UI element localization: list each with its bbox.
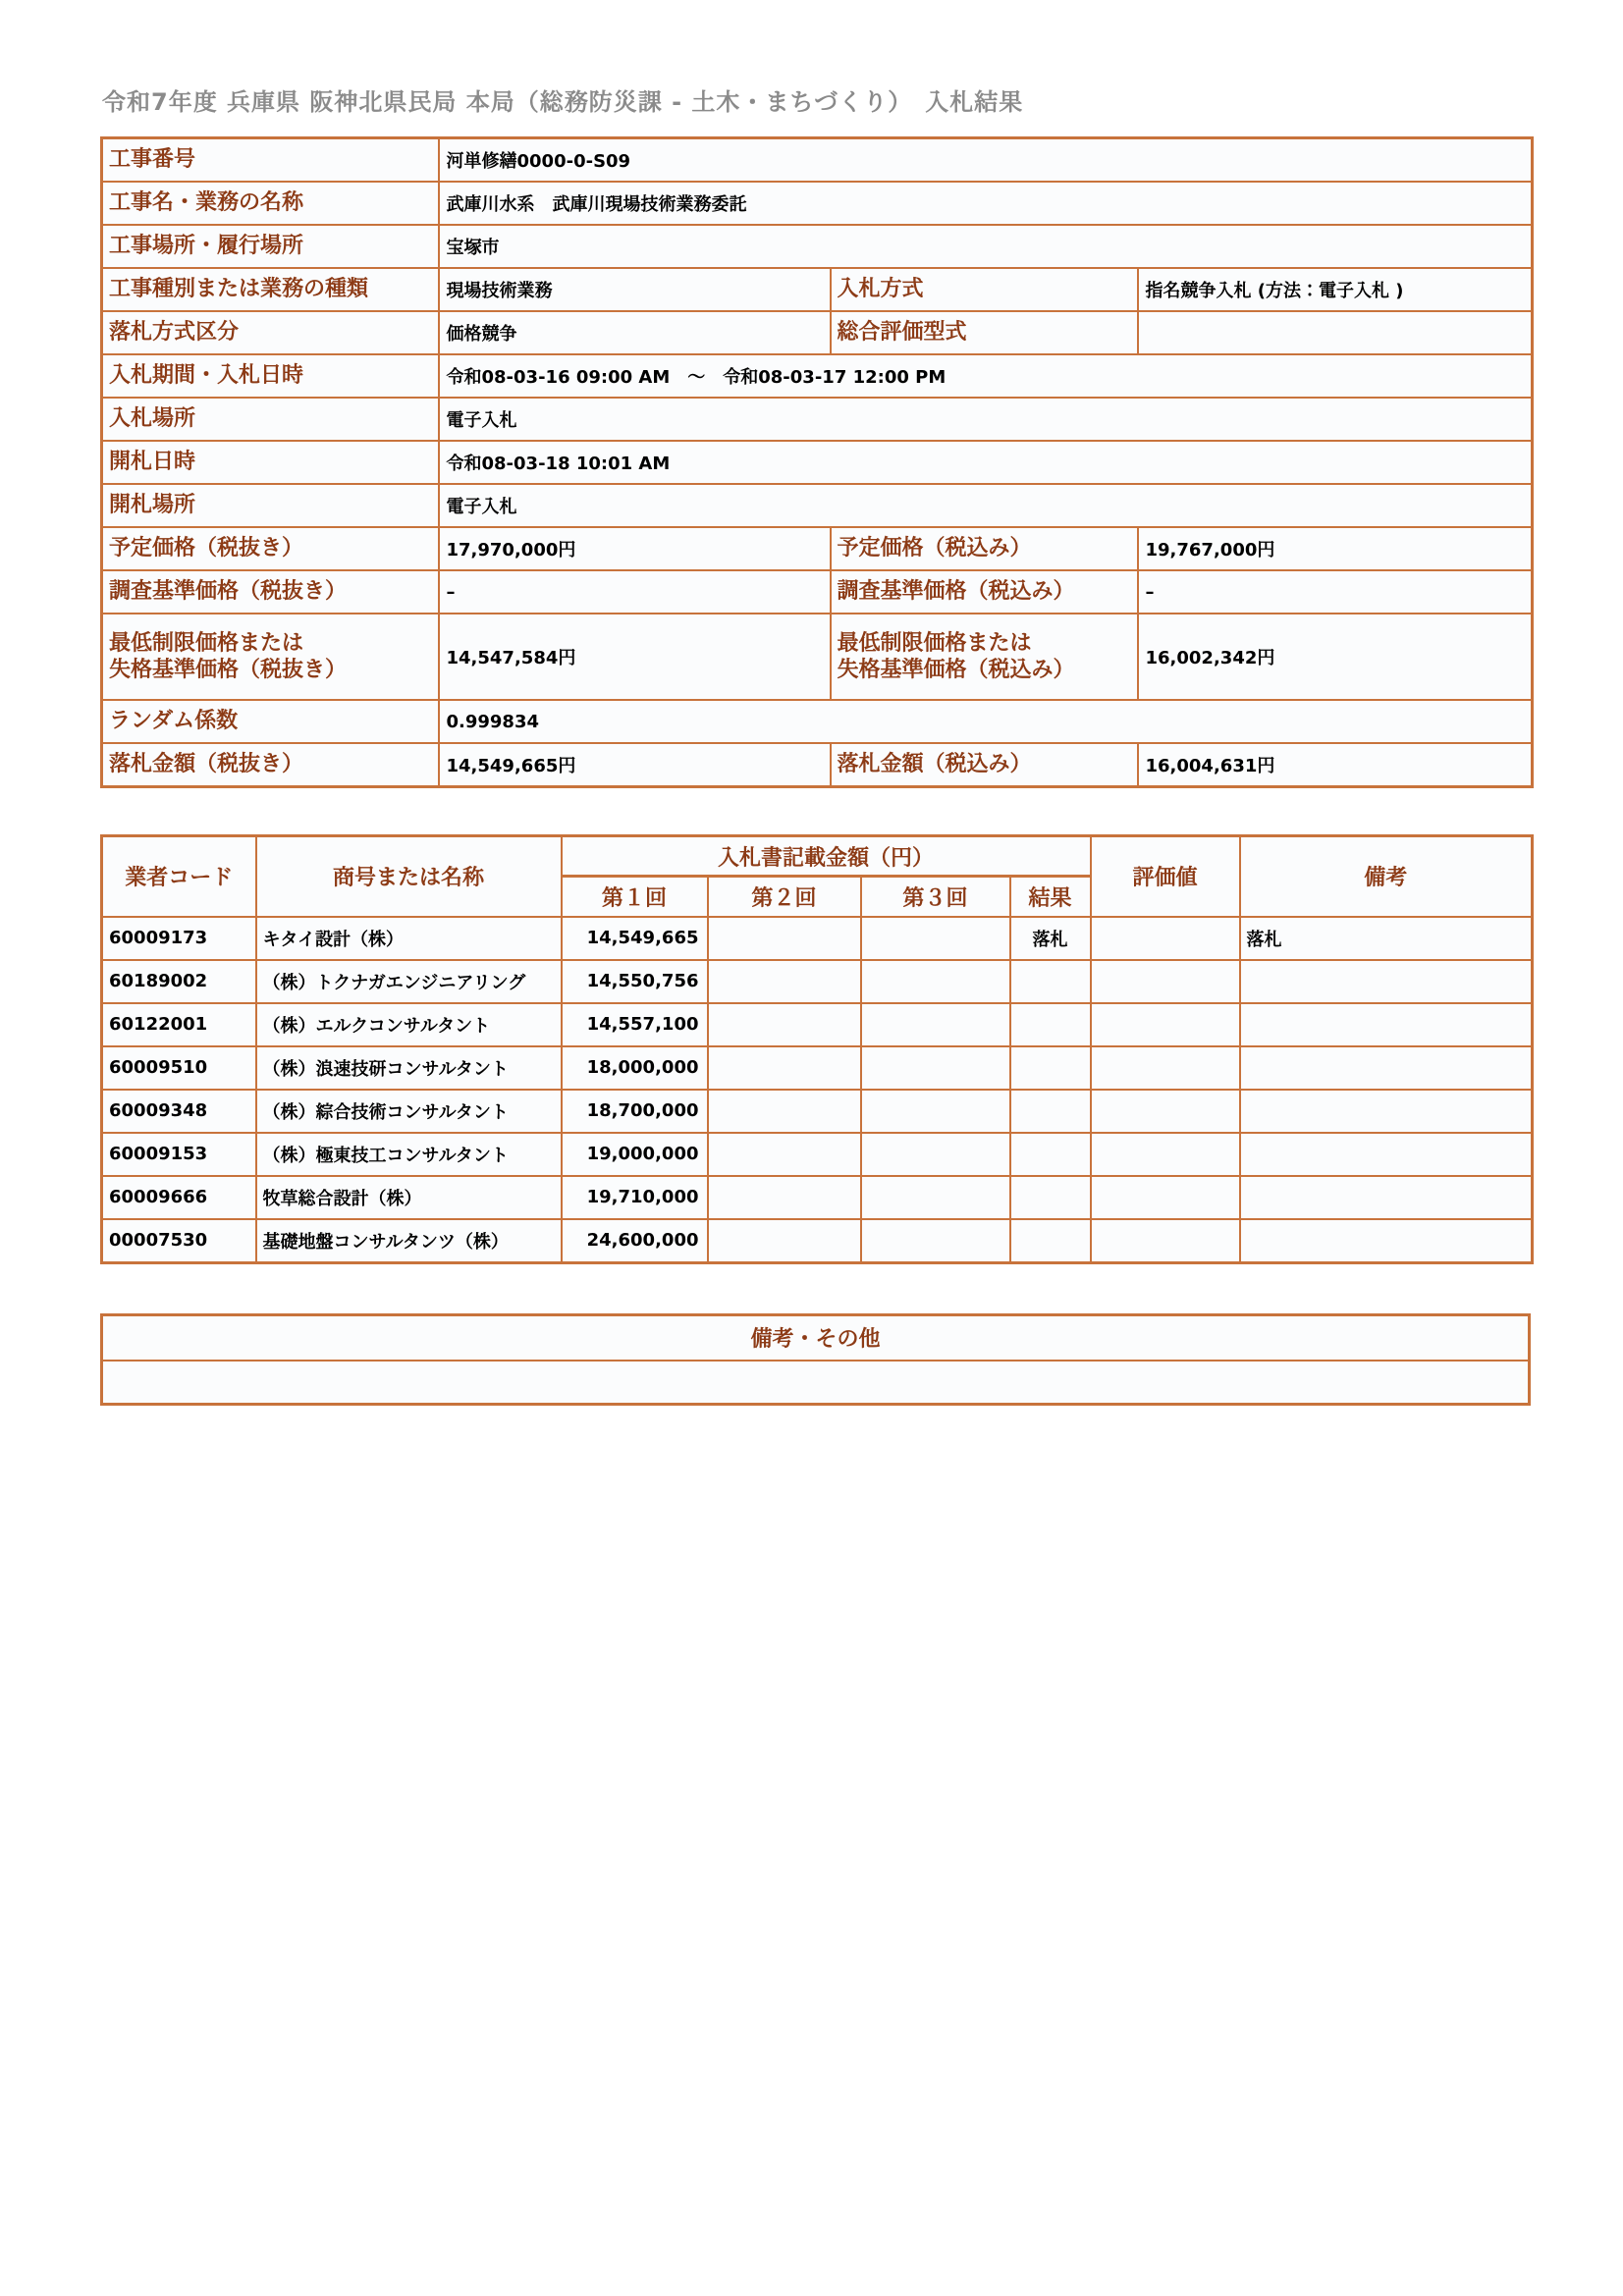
- info-value: 14,549,665円: [439, 743, 831, 787]
- bid-round1: 19,000,000: [562, 1133, 708, 1176]
- header-company: 商号または名称: [256, 836, 562, 917]
- bidder-row: [102, 1133, 1533, 1176]
- bidder-code: 60189002: [102, 960, 256, 1003]
- bid-evaluation: [1091, 960, 1240, 1003]
- remarks-section-body: [102, 1361, 1530, 1405]
- info-label: 入札場所: [102, 398, 439, 441]
- bid-result: [1010, 1046, 1091, 1090]
- bid-result: [1010, 1090, 1091, 1133]
- bidder-row: [102, 1003, 1533, 1046]
- bidder-company: （株）エルクコンサルタント: [256, 1003, 562, 1046]
- info-row: [102, 441, 1533, 484]
- info-label: 開札日時: [102, 441, 439, 484]
- info-value: 電子入札: [439, 484, 1533, 527]
- info-value: 武庫川水系 武庫川現場技術業務委託: [439, 182, 1533, 225]
- info-row: [102, 484, 1533, 527]
- bidder-company: （株）綜合技術コンサルタント: [256, 1090, 562, 1133]
- info-label: ランダム係数: [102, 700, 439, 743]
- info-label: 予定価格（税込み）: [831, 527, 1138, 570]
- bid-remarks: [1240, 1003, 1533, 1046]
- bid-round3: [861, 1133, 1010, 1176]
- info-label: [102, 614, 439, 700]
- bidder-row: [102, 1090, 1533, 1133]
- header-evaluation: 評価値: [1091, 836, 1240, 917]
- bid-remarks: [1240, 1219, 1533, 1263]
- remarks-section-table: [100, 1313, 1531, 1406]
- info-value: 宝塚市: [439, 225, 1533, 268]
- info-value: 0.999834: [439, 700, 1533, 743]
- info-label: 落札金額（税抜き）: [102, 743, 439, 787]
- info-label: 工事名・業務の名称: [102, 182, 439, 225]
- bid-evaluation: [1091, 1133, 1240, 1176]
- bid-round1: 14,550,756: [562, 960, 708, 1003]
- info-value: 令和08-03-18 10:01 AM: [439, 441, 1533, 484]
- bidder-company: （株）トクナガエンジニアリング: [256, 960, 562, 1003]
- info-row: [102, 182, 1533, 225]
- bidder-company: 基礎地盤コンサルタンツ（株）: [256, 1219, 562, 1263]
- bidder-code: 60009510: [102, 1046, 256, 1090]
- info-value: 14,547,584円: [439, 614, 831, 700]
- bid-evaluation: [1091, 1003, 1240, 1046]
- bid-remarks: [1240, 960, 1533, 1003]
- bid-round2: [708, 1219, 861, 1263]
- info-value: 指名競争入札 (方法：電子入札 ): [1138, 268, 1533, 311]
- info-value: 16,002,342円: [1138, 614, 1533, 700]
- bidder-company: （株）浪速技研コンサルタント: [256, 1046, 562, 1090]
- spacer: [100, 788, 1531, 834]
- info-row: [102, 570, 1533, 614]
- info-label: 調査基準価格（税抜き）: [102, 570, 439, 614]
- bid-round2: [708, 1176, 861, 1219]
- remarks-section-title: 備考・その他: [102, 1314, 1530, 1361]
- info-label: 予定価格（税抜き）: [102, 527, 439, 570]
- project-info-table: [100, 136, 1534, 788]
- info-row: [102, 268, 1533, 311]
- info-row: [102, 138, 1533, 183]
- bid-round3: [861, 960, 1010, 1003]
- info-label: 開札場所: [102, 484, 439, 527]
- bidder-code: 60009173: [102, 917, 256, 960]
- bid-round2: [708, 917, 861, 960]
- bid-round2: [708, 960, 861, 1003]
- bid-remarks: [1240, 1090, 1533, 1133]
- header-remarks: 備考: [1240, 836, 1533, 917]
- bid-round2: [708, 1003, 861, 1046]
- bidder-company: 牧草総合設計（株）: [256, 1176, 562, 1219]
- bid-result: [1010, 1133, 1091, 1176]
- bid-remarks: 落札: [1240, 917, 1533, 960]
- info-label: 工事種別または業務の種類: [102, 268, 439, 311]
- info-value: –: [1138, 570, 1533, 614]
- info-label-line1: 最低制限価格または: [837, 630, 1032, 656]
- info-label: 入札期間・入札日時: [102, 354, 439, 398]
- bid-round1: 18,000,000: [562, 1046, 708, 1090]
- bid-evaluation: [1091, 1176, 1240, 1219]
- bidder-company: キタイ設計（株）: [256, 917, 562, 960]
- bid-round3: [861, 1219, 1010, 1263]
- bid-round3: [861, 917, 1010, 960]
- info-label: 工事番号: [102, 138, 439, 183]
- bid-result: [1010, 1003, 1091, 1046]
- bidder-row: [102, 1046, 1533, 1090]
- info-label: [831, 614, 1138, 700]
- bidder-code: 60122001: [102, 1003, 256, 1046]
- header-round2: 第２回: [708, 877, 861, 917]
- info-label-line1: 最低制限価格または: [109, 630, 304, 656]
- bid-remarks: [1240, 1176, 1533, 1219]
- info-row: [102, 225, 1533, 268]
- info-label: 落札金額（税込み）: [831, 743, 1138, 787]
- bid-result: [1010, 960, 1091, 1003]
- info-value: 価格競争: [439, 311, 831, 354]
- bid-remarks: [1240, 1046, 1533, 1090]
- info-label: 調査基準価格（税込み）: [831, 570, 1138, 614]
- info-label: 総合評価型式: [831, 311, 1138, 354]
- bid-round3: [861, 1003, 1010, 1046]
- header-bid-amount-group: 入札書記載金額（円）: [562, 836, 1091, 877]
- bidder-code: 00007530: [102, 1219, 256, 1263]
- bid-round1: 19,710,000: [562, 1176, 708, 1219]
- bid-round3: [861, 1046, 1010, 1090]
- bid-round2: [708, 1046, 861, 1090]
- info-row: [102, 398, 1533, 441]
- info-row: [102, 700, 1533, 743]
- bidder-code: 60009666: [102, 1176, 256, 1219]
- info-value: [1138, 311, 1533, 354]
- bid-round2: [708, 1090, 861, 1133]
- bidders-table: [100, 834, 1534, 1264]
- bidder-row: [102, 1176, 1533, 1219]
- info-label: 落札方式区分: [102, 311, 439, 354]
- bid-round1: 18,700,000: [562, 1090, 708, 1133]
- info-value: 19,767,000円: [1138, 527, 1533, 570]
- info-row: [102, 354, 1533, 398]
- bidder-row: [102, 1219, 1533, 1263]
- info-value: 河単修繕0000-0-S09: [439, 138, 1533, 183]
- header-round1: 第１回: [562, 877, 708, 917]
- info-row: [102, 614, 1533, 700]
- bid-result: [1010, 1219, 1091, 1263]
- bid-round1: 14,549,665: [562, 917, 708, 960]
- bid-evaluation: [1091, 1090, 1240, 1133]
- bidder-company: （株）極東技工コンサルタント: [256, 1133, 562, 1176]
- bid-evaluation: [1091, 1219, 1240, 1263]
- info-row: [102, 311, 1533, 354]
- info-label-line2: 失格基準価格（税込み）: [837, 658, 1075, 682]
- info-label: 入札方式: [831, 268, 1138, 311]
- info-value: 現場技術業務: [439, 268, 831, 311]
- bidder-code: 60009348: [102, 1090, 256, 1133]
- header-round3: 第３回: [861, 877, 1010, 917]
- spacer: [100, 1264, 1531, 1313]
- bid-result: 落札: [1010, 917, 1091, 960]
- bidder-row: [102, 960, 1533, 1003]
- header-result: 結果: [1010, 877, 1091, 917]
- bid-round3: [861, 1090, 1010, 1133]
- info-value: 16,004,631円: [1138, 743, 1533, 787]
- info-label-line2: 失格基準価格（税抜き）: [109, 658, 348, 682]
- bid-result: [1010, 1176, 1091, 1219]
- info-row: [102, 743, 1533, 787]
- bid-round1: 24,600,000: [562, 1219, 708, 1263]
- info-row: [102, 527, 1533, 570]
- page-title: 令和7年度 兵庫県 阪神北県民局 本局（総務防災課 - 土木・まちづくり） 入札結果: [102, 88, 1024, 116]
- bid-round3: [861, 1176, 1010, 1219]
- header-vendor-code: 業者コード: [102, 836, 256, 917]
- bidder-code: 60009153: [102, 1133, 256, 1176]
- info-value: 電子入札: [439, 398, 1533, 441]
- bid-round1: 14,557,100: [562, 1003, 708, 1046]
- info-value: 令和08-03-16 09:00 AM ～ 令和08-03-17 12:00 PM: [439, 354, 1533, 398]
- bid-round2: [708, 1133, 861, 1176]
- bidder-row: [102, 917, 1533, 960]
- bid-evaluation: [1091, 917, 1240, 960]
- bid-remarks: [1240, 1133, 1533, 1176]
- bid-evaluation: [1091, 1046, 1240, 1090]
- info-value: 17,970,000円: [439, 527, 831, 570]
- info-value: –: [439, 570, 831, 614]
- info-label: 工事場所・履行場所: [102, 225, 439, 268]
